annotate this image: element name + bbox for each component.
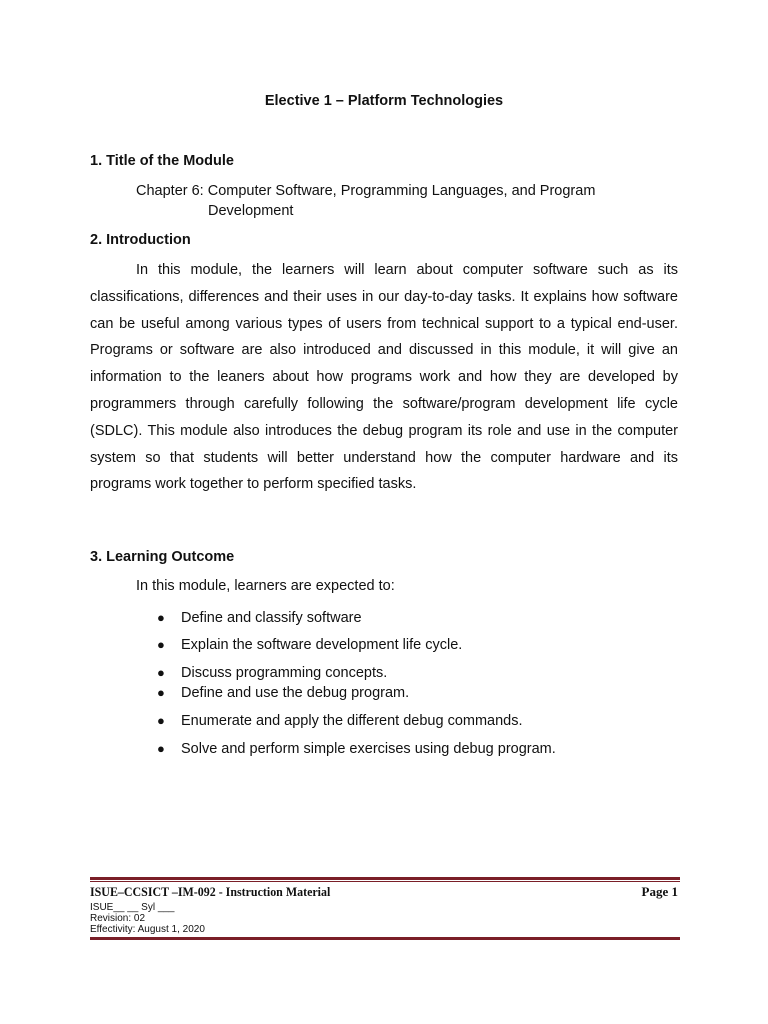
list-item-text: Solve and perform simple exercises using debug program. (181, 741, 556, 757)
bullet-icon: ● (157, 637, 165, 652)
footer-top-rule (90, 877, 680, 880)
list-item (157, 685, 409, 701)
list-item-text: Enumerate and apply the different debug commands. (181, 713, 523, 729)
list-item-text: Define and classify software (181, 610, 362, 626)
footer-bottom-rule (90, 937, 680, 940)
section-heading-learning-outcome: 3. Learning Outcome (90, 549, 235, 565)
introduction-paragraph: In this module, the learners will learn about computer software such as its classifications, differences and their uses in our day-to-day tasks. It explains how software can be useful among various types of users from technical support to a typical end-user. Programs or software are also introduced and discussed in this module, it will give an information to the leaners about how programs work and how they are developed by programmers through carefully following the software/program development life cycle (SDLC). This module also introduces the debug program its role and use in the computer system so that students will better understand how the computer hardware and its programs work together to perform specified tasks. (90, 262, 678, 493)
list-item (157, 610, 362, 626)
list-item (157, 665, 387, 681)
footer-top-rule-thin (90, 881, 680, 882)
footer-page-number: Page 1 (641, 884, 678, 899)
bullet-icon: ● (157, 685, 165, 700)
footer-material-title: ISUE–CCSICT –IM-092 - Instruction Material (90, 884, 331, 899)
document-title: Elective 1 – Platform Technologies (264, 93, 504, 109)
list-item (157, 741, 556, 757)
section-heading-introduction: 2. Introduction (90, 232, 191, 248)
list-item-text: Define and use the debug program. (181, 685, 410, 701)
list-item (157, 713, 523, 729)
module-title-line2: Development (208, 203, 294, 219)
footer-syl: ISUE__ __ Syl ___ (90, 902, 175, 913)
learning-outcome-lead: In this module, learners are expected to: (136, 578, 395, 594)
footer-effectivity: Effectivity: August 1, 2020 (90, 924, 205, 935)
bullet-icon: ● (157, 665, 165, 680)
list-item-text: Discuss programming concepts. (181, 665, 388, 681)
module-title-text (136, 181, 595, 221)
bullet-icon: ● (157, 713, 165, 728)
list-item (157, 637, 462, 653)
list-item-text: Explain the software development life cycle. (181, 637, 463, 653)
module-title-line1: Chapter 6: Computer Software, Programming Languages, and Program (136, 183, 596, 199)
section-heading-module-title: 1. Title of the Module (90, 153, 234, 169)
bullet-icon: ● (157, 610, 165, 625)
bullet-icon: ● (157, 741, 165, 756)
footer-revision: Revision: 02 (90, 913, 146, 924)
